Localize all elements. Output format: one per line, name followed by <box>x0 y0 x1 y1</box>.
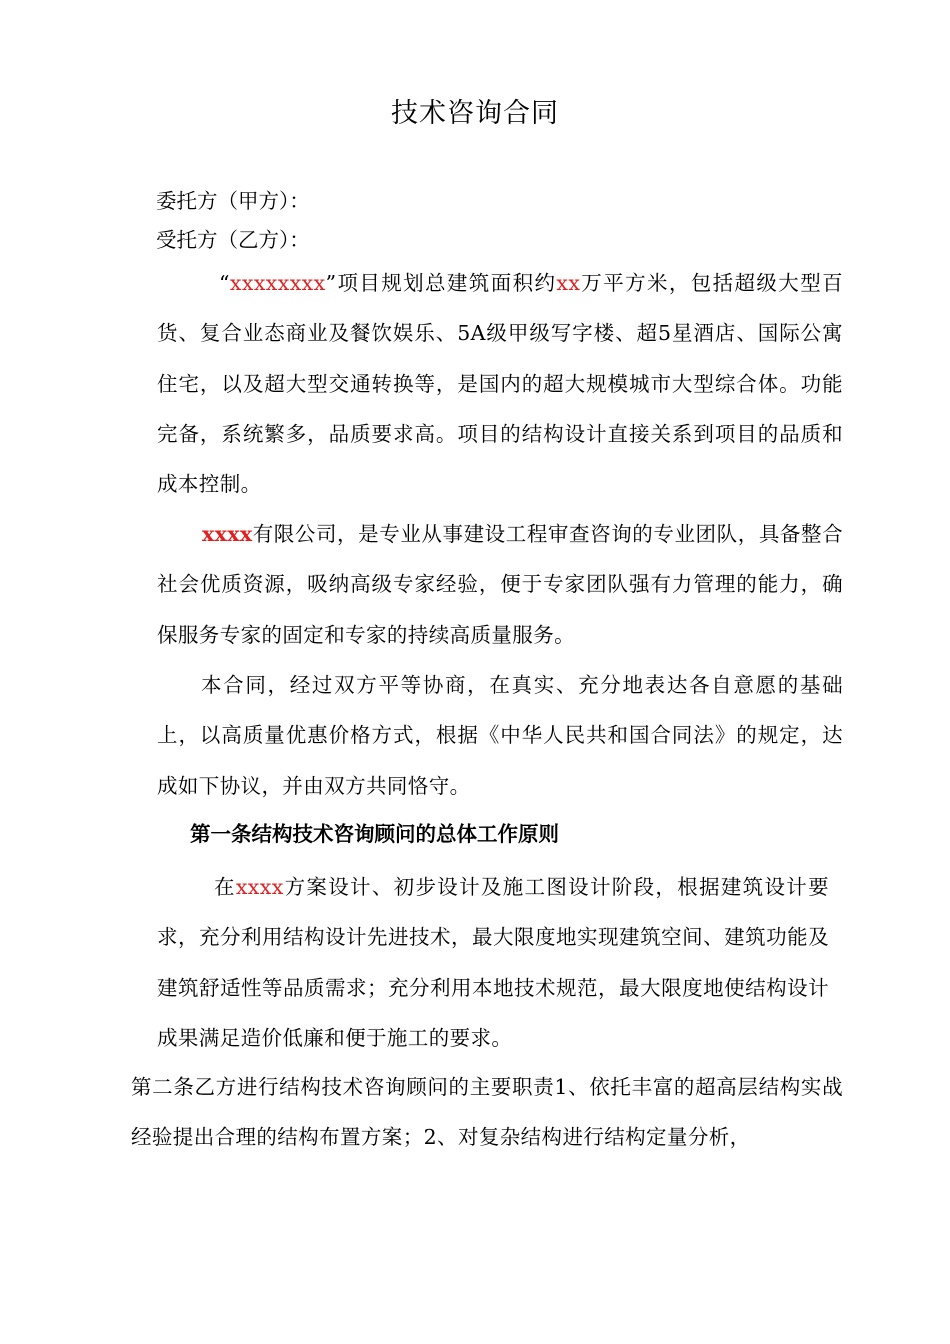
article-1-heading: 第一条结构技术咨询顾问的总体工作原则 <box>190 822 559 846</box>
open-quote: “ <box>219 271 230 295</box>
company-name-placeholder: xxxx <box>202 522 253 546</box>
contractor-party-label: 受托方（乙方）： <box>156 228 310 252</box>
article-2-paragraph: 第二条乙方进行结构技术咨询顾问的主要职责1、依托丰富的超高层结构实战经验提出合理的结构布置方案；2、对复杂结构进行结构定量分析， <box>131 1075 843 1150</box>
company-intro-paragraph <box>157 509 843 660</box>
company-intro-text: 有限公司，是专业从事建设工程审查咨询的专业团队，具备整合社会优质资源，吸纳高级专家经验，便于专家团队强有力管理的能力，确保服务专家的固定和专家的持续高质量服务。 <box>157 522 843 647</box>
agreement-paragraph: 本合同，经过双方平等协商，在真实、充分地表达各自意愿的基础上，以高质量优惠价格方式，根据《中华人民共和国合同法》的规定，达成如下协议，并由双方共同恪守。 <box>157 673 843 798</box>
article-1-paragraph <box>157 862 829 1063</box>
project-overview-paragraph <box>157 258 843 509</box>
project-overview-text-b: 万平方米，包括超级大型百货、复合业态商业及餐饮娱乐、5A级甲级写字楼、超5星酒店、国际公寓住宅，以及超大型交通转换等，是国内的超大规模城市大型综合体。功能完备，系统繁多，品质要求高。项目的结构设计直接关系到项目的品质和成本控制。 <box>157 271 843 497</box>
article-1-text-b: 方案设计、初步设计及施工图设计阶段，根据建筑设计要求，充分利用结构设计先进技术，最大限度地实现建筑空间、建筑功能及建筑舒适性等品质需求；充分利用本地技术规范，最大限度地使结构设计成果满足造价低廉和便于施工的要求。 <box>157 875 830 1050</box>
project-name-placeholder: xxxxxxxx <box>229 271 326 295</box>
article-1-text-a: 在 <box>214 875 236 899</box>
project-overview-text-a: ”项目规划总建筑面积约 <box>325 271 557 295</box>
project-placeholder: xxxx <box>235 875 284 899</box>
client-party-label: 委托方（甲方）： <box>156 189 310 213</box>
area-placeholder: xx <box>556 271 581 295</box>
document-title: 技术咨询合同 <box>391 98 559 129</box>
